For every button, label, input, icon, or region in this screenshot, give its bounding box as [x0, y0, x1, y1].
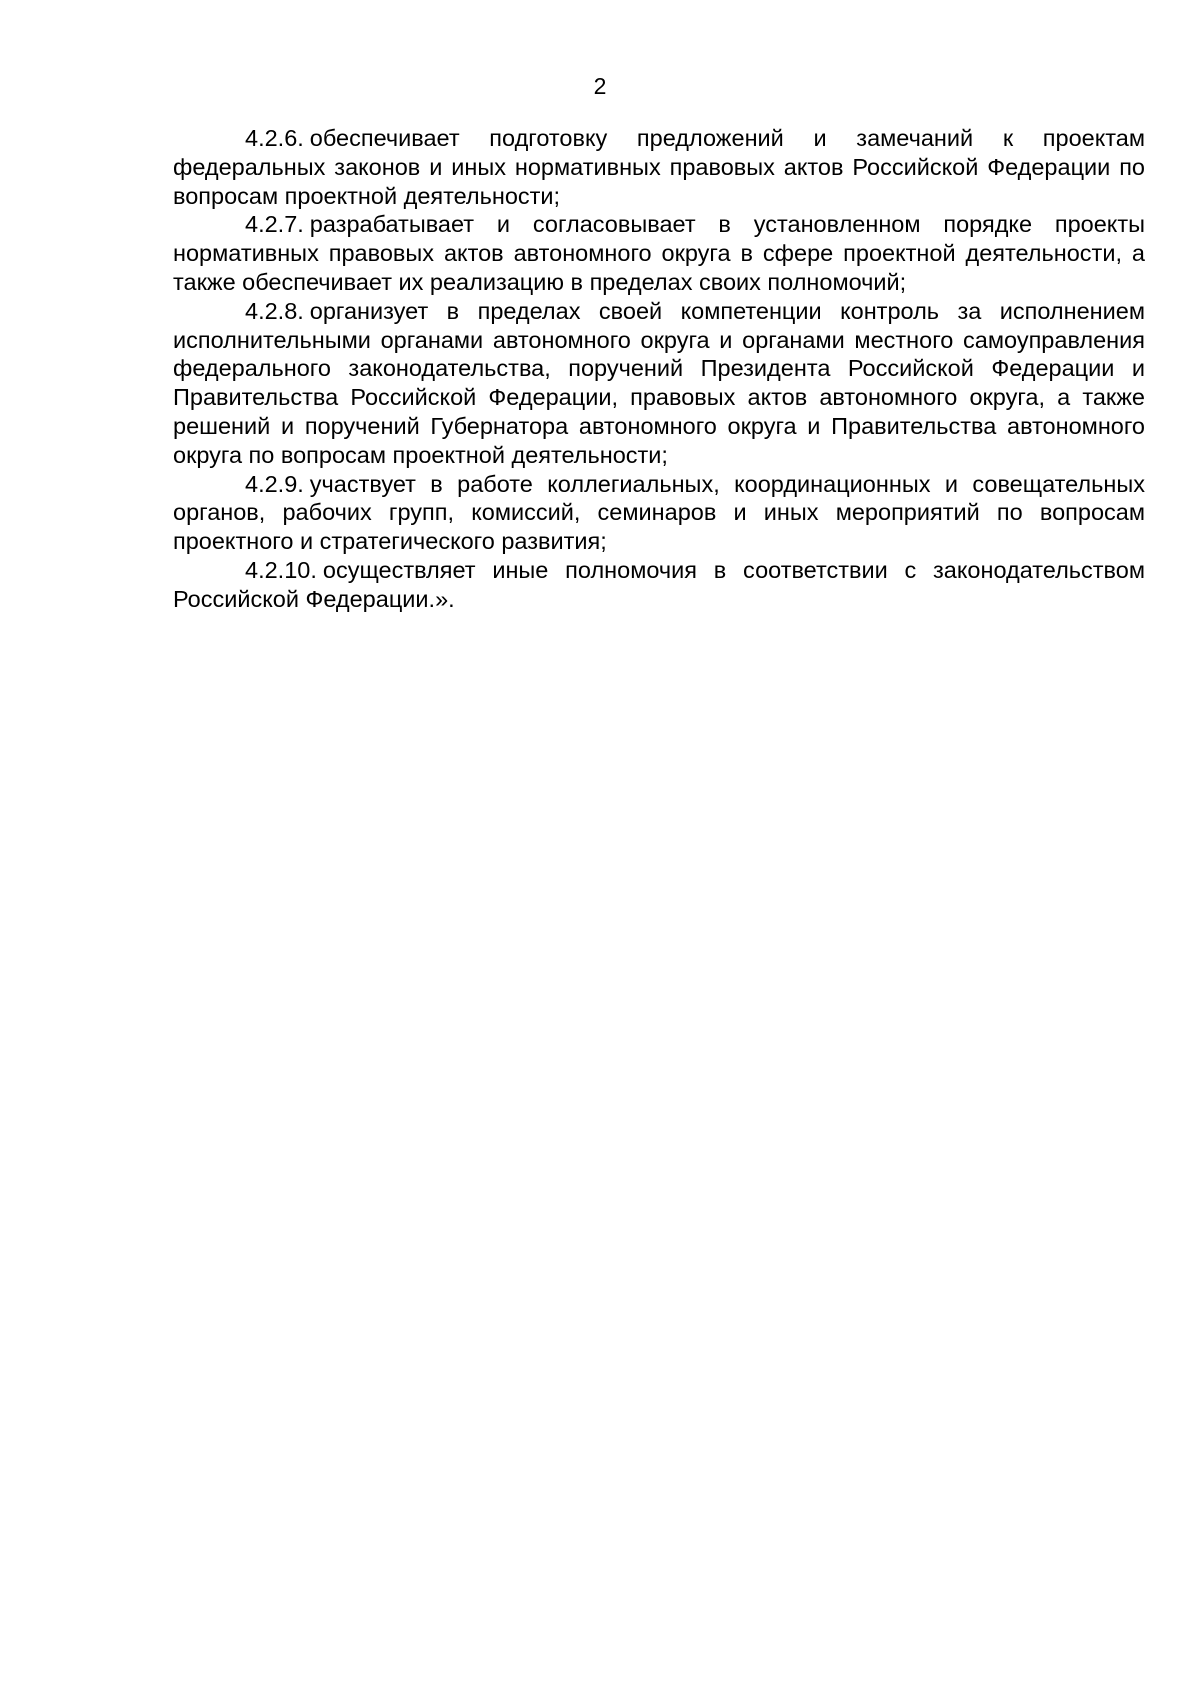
clause-number: 4.2.7.	[245, 211, 304, 238]
clause-number: 4.2.8.	[245, 297, 304, 324]
clause-4-2-6	[173, 124, 1145, 210]
clause-4-2-9	[173, 470, 1145, 556]
clause-text: организует в пределах своей компетенции контроль за исполнением исполнительными органами автономного округа и органами местного самоуправления федерального законодательства, поручений Президента Российской Федерации и Правительства Российской Федерации, правовых актов автономного округа, а также решений и поручений Губернатора автономного округа и Правительства автономного округа по вопросам проектной деятельности;	[173, 297, 1145, 468]
clause-text: участвует в работе коллегиальных, координационных и совещательных органов, рабочих групп, комиссий, семинаров и иных мероприятий по вопросам проектного и стратегического развития;	[173, 470, 1145, 555]
page-number: 2	[593, 73, 607, 99]
clause-4-2-10	[173, 556, 1145, 614]
clause-text: осуществляет иные полномочия в соответствии с законодательством Российской Федерации.».	[173, 556, 1145, 612]
clause-number: 4.2.10.	[245, 556, 317, 583]
clause-text: разрабатывает и согласовывает в установленном порядке проекты нормативных правовых актов автономного округа в сфере проектной деятельности, а также обеспечивает их реализацию в пределах своих полномочий;	[173, 211, 1145, 295]
clause-number: 4.2.9.	[245, 470, 304, 497]
clause-4-2-8	[173, 297, 1145, 470]
clause-number: 4.2.6.	[245, 125, 304, 151]
clause-text: обеспечивает подготовку предложений и замечаний к проектам федеральных законов и иных нормативных правовых актов Российской Федерации по вопросам проектной деятельности;	[173, 125, 1145, 209]
clause-4-2-7	[173, 210, 1145, 296]
document-body	[173, 124, 1145, 614]
